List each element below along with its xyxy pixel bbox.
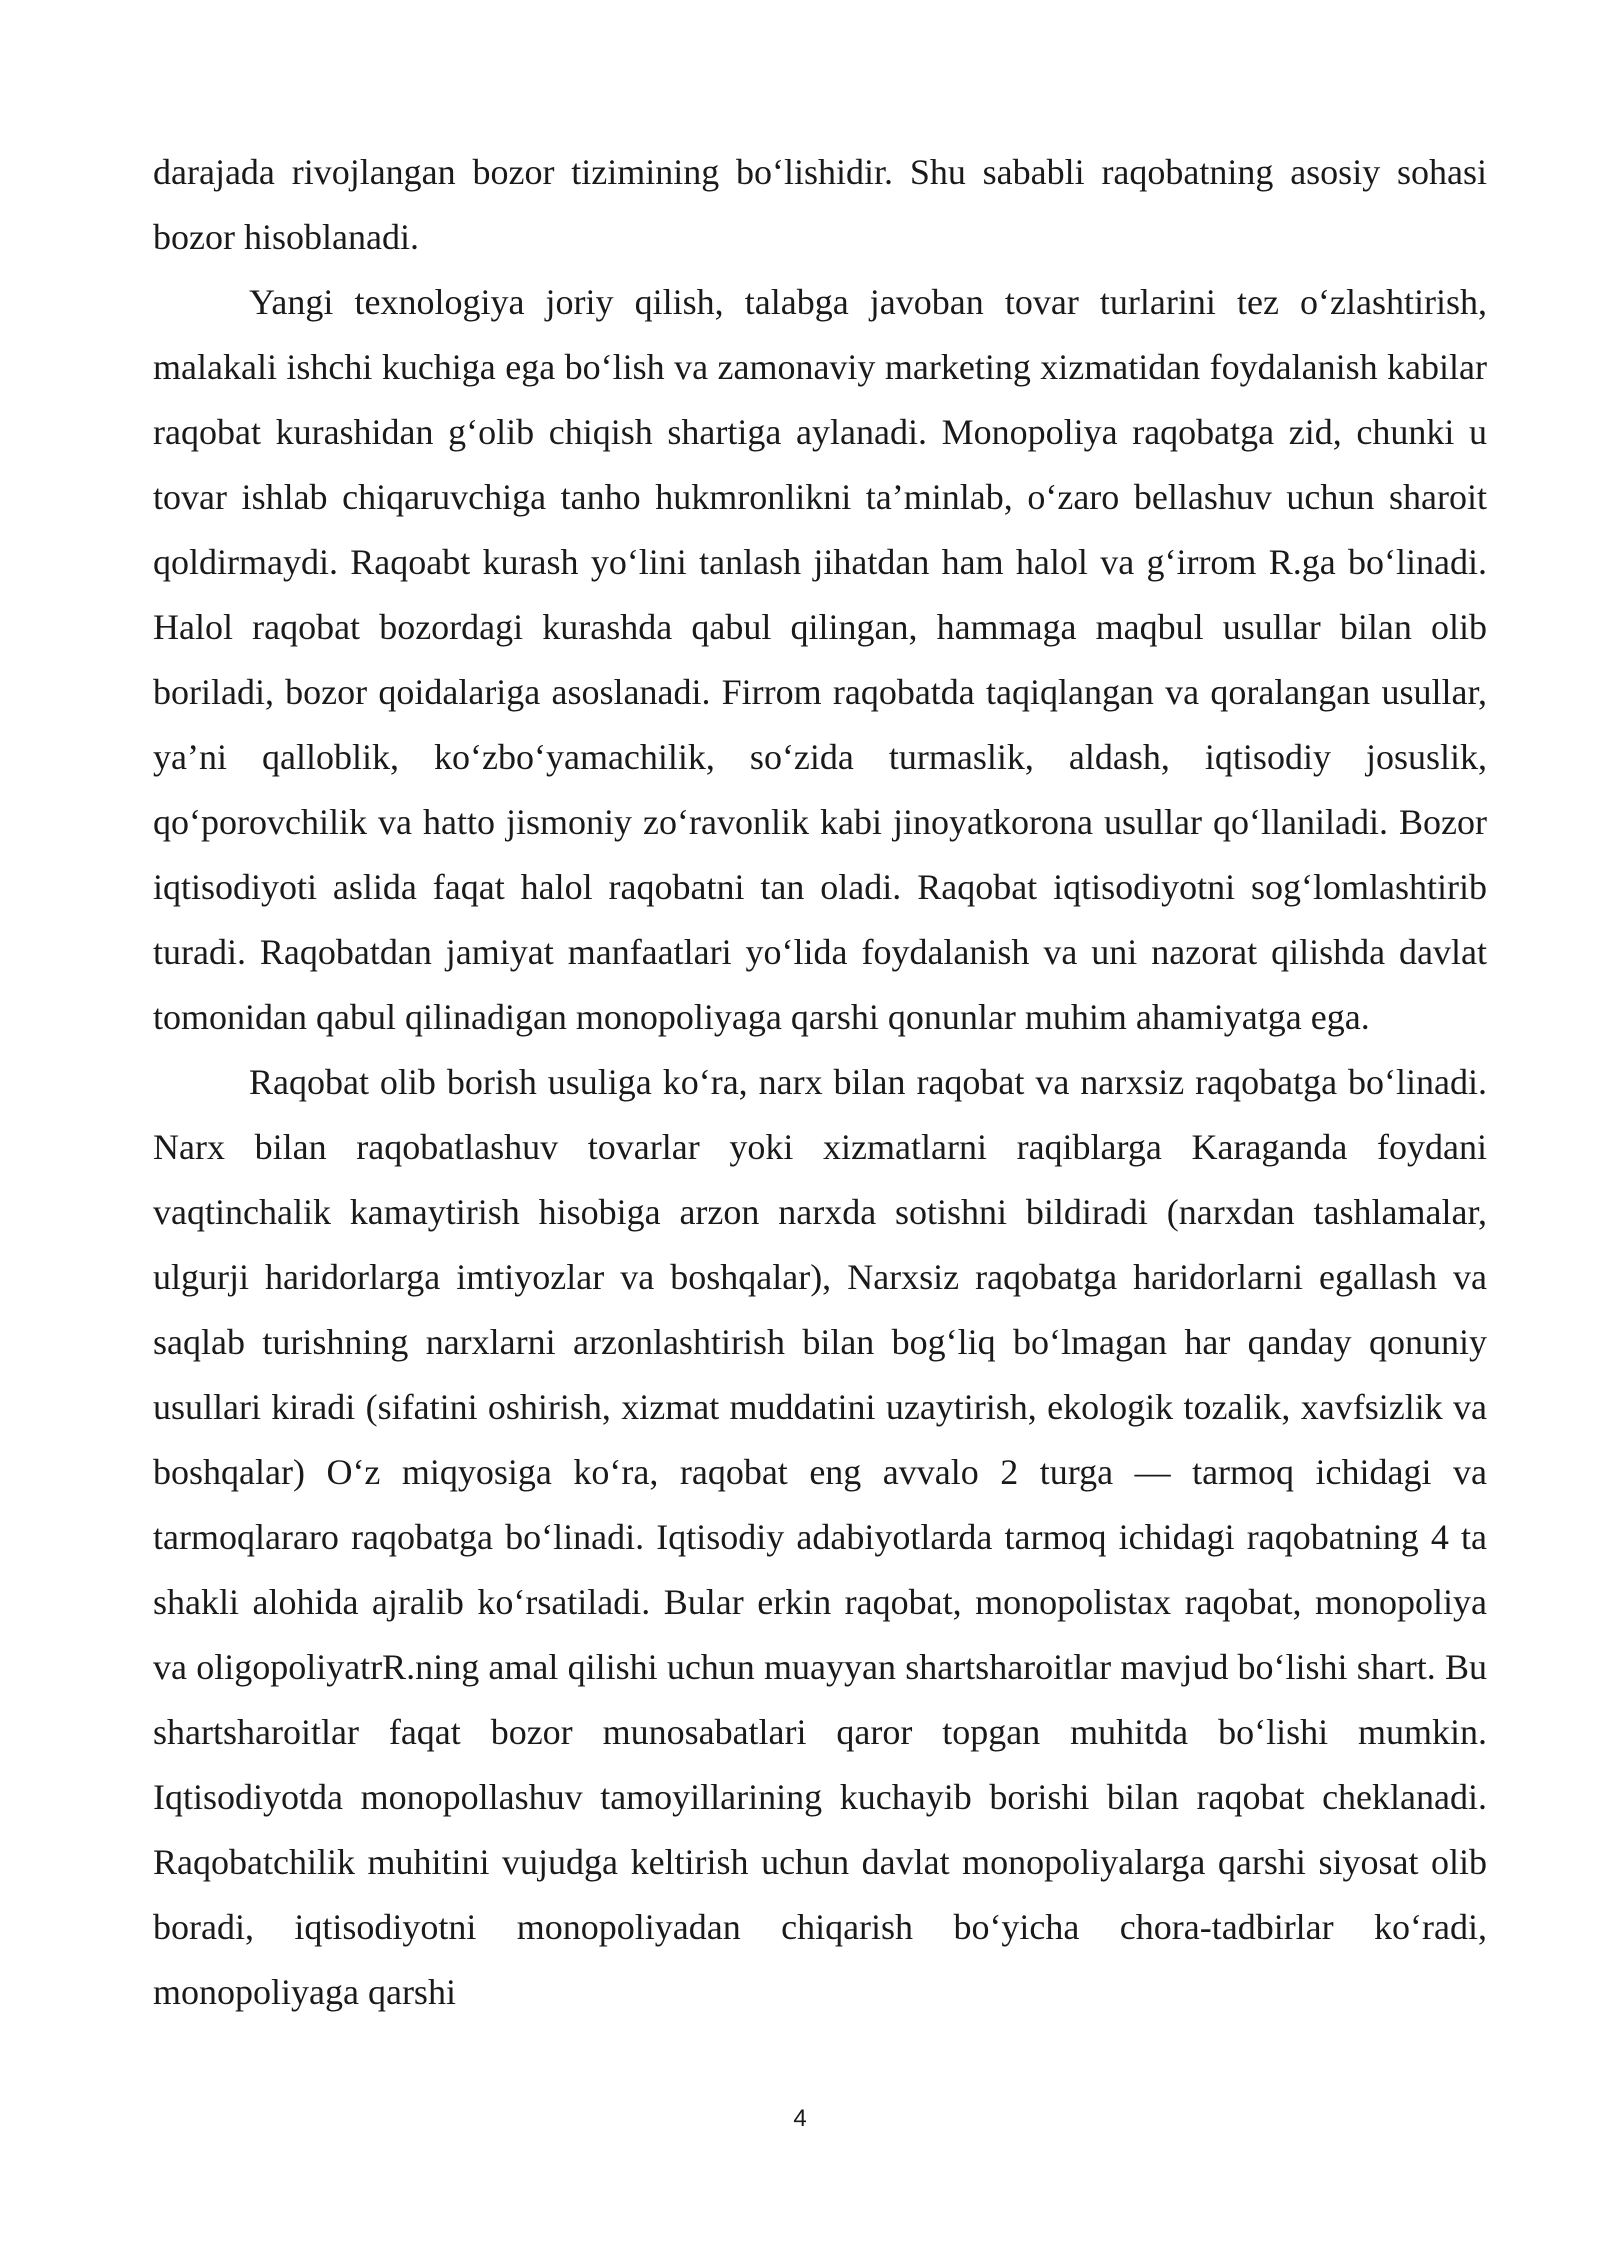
paragraph-continuation: darajada rivojlangan bozor tizimining bo‘lishidir. Shu sababli raqobatning asosiy sohasi bozor hisoblanadi. bbox=[153, 152, 1487, 257]
paragraph-price-competition: Raqobat olib borish usuliga ko‘ra, narx bilan raqobat va narxsiz raqobatga bo‘linadi. Narx bilan raqobatlashuv tovarlar yoki xizmatlarni raqiblarga Karaganda foydani vaqtinchalik kamaytirish hisobiga arzon narxda sotishni bildiradi (narxdan tashlamalar, ulgurji haridorlarga imtiyozlar va boshqalar), Narxsiz raqobatga haridorlarni egallash va saqlab turishning narxlarni arzonlashtirish bilan bog‘liq bo‘lmagan har qanday qonuniy usullari kiradi (sifatini oshirish, xizmat muddatini uzaytirish, ekologik tozalik, xavfsizlik va boshqalar) O‘z miqyosiga ko‘ra, raqobat eng avvalo 2 turga — tarmoq ichidagi va tarmoqlararo raqobatga bo‘linadi. Iqtisodiy adabiyotlarda tarmoq ichidagi raqobatning 4 ta shakli alohida ajralib ko‘rsatiladi. Bular erkin raqobat, monopolistax raqobat, monopoliya va oligopoliyatrR.ning amal qilishi uchun muayyan shartsharoitlar mavjud bo‘lishi shart. Bu shartsharoitlar faqat bozor munosabatlari qaror topgan muhitda bo‘lishi mumkin. Iqtisodiyotda monopollashuv tamoyillarining kuchayib borishi bilan raqobat cheklanadi. Raqobatchilik muhitini vujudga keltirish uchun davlat monopoliyalarga qarshi siyosat olib boradi, iqtisodiyotni monopoliyadan chiqarish bo‘yicha chora-tadbirlar ko‘radi, monopoliyaga qarshi bbox=[153, 1062, 1487, 2012]
paragraph-competition-types: Yangi texnologiya joriy qilish, talabga javoban tovar turlarini tez o‘zlashtirish, malakali ishchi kuchiga ega bo‘lish va zamonaviy marketing xizmatidan foydalanish kabilar raqobat kurashidan g‘olib chiqish shartiga aylanadi. Monopoliya raqobatga zid, chunki u tovar ishlab chiqaruvchiga tanho hukmronlikni ta’minlab, o‘zaro bellashuv uchun sharoit qoldirmaydi. Raqoabt kurash yo‘lini tanlash jihatdan ham halol va g‘irrom R.ga bo‘linadi. Halol raqobat bozordagi kurashda qabul qilingan, hammaga maqbul usullar bilan olib boriladi, bozor qoidalariga asoslanadi. Firrom raqobatda taqiqlangan va qoralangan usullar, ya’ni qalloblik, ko‘zbo‘yamachilik, so‘zida turmaslik, aldash, iqtisodiy josuslik, qo‘porovchilik va hatto jismoniy zo‘ravonlik kabi jinoyatkorona usullar qo‘llaniladi. Bozor iqtisodiyoti aslida faqat halol raqobatni tan oladi. Raqobat iqtisodiyotni sog‘lomlashtirib turadi. Raqobatdan jamiyat manfaatlari yo‘lida foydalanish va uni nazorat qilishda davlat tomonidan qabul qilinadigan monopoliyaga qarshi qonunlar muhim ahamiyatga ega. bbox=[153, 282, 1487, 1037]
document-page bbox=[153, 140, 1487, 2025]
page-number: 4 bbox=[793, 2105, 807, 2132]
